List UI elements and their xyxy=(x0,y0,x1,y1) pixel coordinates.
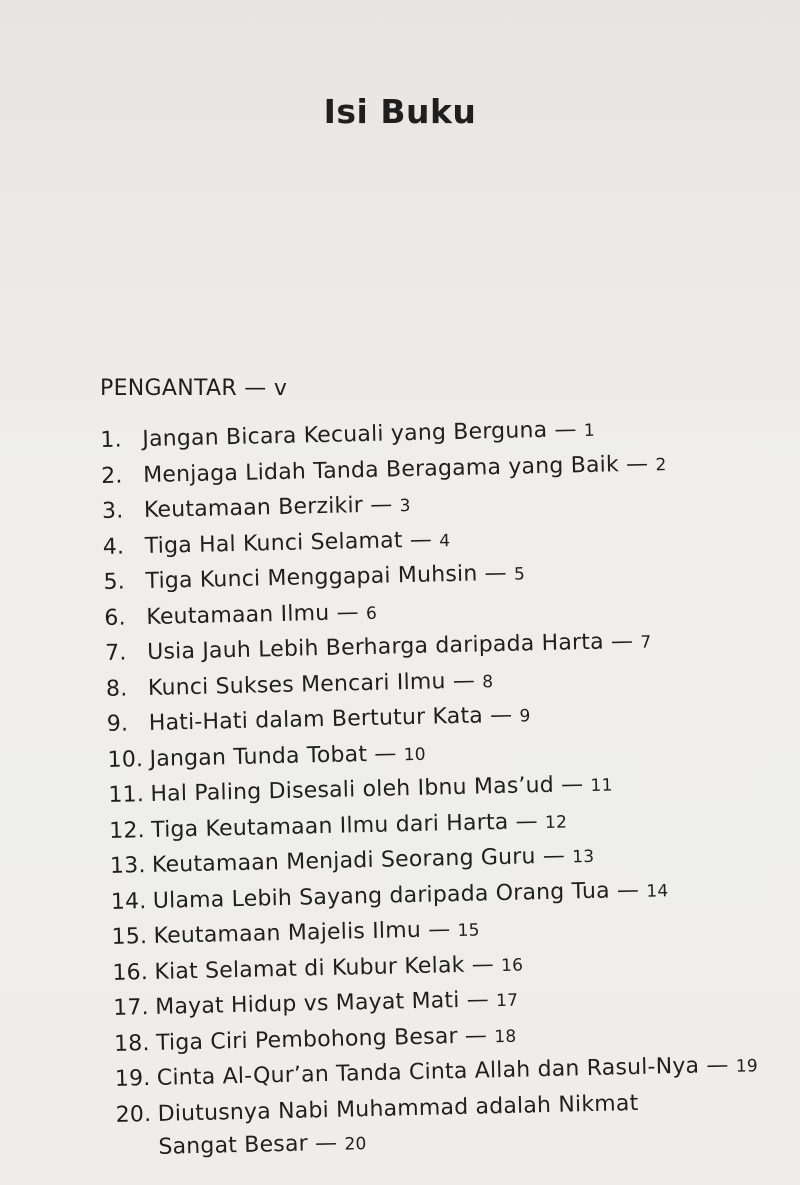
entry-title: Tiga Kunci Menggapai Muhsin xyxy=(145,561,478,595)
entry-text: Tiga Ciri Pembohong Besar — 18 xyxy=(155,1022,517,1056)
entry-title: Keutamaan Menjadi Seorang Guru xyxy=(151,844,536,878)
entry-page: 18 xyxy=(494,1026,517,1047)
entry-text: Keutamaan Berzikir — 3 xyxy=(143,492,411,524)
entry-page: 3 xyxy=(399,495,411,517)
entry-number: 13. xyxy=(109,853,146,879)
entry-number: 8. xyxy=(105,675,128,702)
entry-page: 11 xyxy=(590,775,613,796)
entry-page: 15 xyxy=(457,920,480,942)
entry-title: Hati-Hati dalam Bertutur Kata xyxy=(148,703,484,736)
entry-page: 4 xyxy=(439,530,451,551)
entry-number: 5. xyxy=(103,569,126,595)
preface-entry: PENGANTAR — v xyxy=(100,376,288,401)
entry-number: 7. xyxy=(104,640,127,666)
entry-text: Mayat Hidup vs Mayat Mati — 17 xyxy=(154,987,519,1020)
entry-text: Jangan Tunda Tobat — 10 xyxy=(149,740,427,772)
preface-page: v xyxy=(273,376,288,401)
entry-number: 3. xyxy=(101,498,124,524)
entry-text: Keutamaan Menjadi Seorang Guru — 13 xyxy=(151,843,595,878)
entry-title: Tiga Hal Kunci Selamat xyxy=(144,527,403,559)
entry-number: 2. xyxy=(100,463,123,489)
entry-number: 18. xyxy=(113,1030,150,1057)
entry-title: Keutamaan Ilmu xyxy=(146,600,330,630)
entry-text: Diutusnya Nabi Muhammad adalah Nikmat Sangat Besar — 20 xyxy=(157,1090,639,1160)
entry-number: 4. xyxy=(102,533,125,560)
entry-text: Cinta Al-Qur’an Tanda Cinta Allah dan Rasul-Nya — 19 xyxy=(156,1052,759,1091)
entry-text: Keutamaan Ilmu — 6 xyxy=(146,599,378,630)
entry-title: Jangan Tunda Tobat xyxy=(149,741,368,772)
entry-page: 19 xyxy=(735,1056,759,1077)
entry-page: 8 xyxy=(482,671,494,692)
entry-page: 13 xyxy=(572,846,595,868)
entry-number: 1. xyxy=(100,427,123,453)
table-of-contents xyxy=(100,408,800,1167)
entry-number: 14. xyxy=(110,888,147,915)
entry-text: Hati-Hati dalam Bertutur Kata — 9 xyxy=(148,702,531,736)
entry-title: Menjaga Lidah Tanda Beragama yang Baik xyxy=(142,451,620,488)
entry-text: Kiat Selamat di Kubur Kelak — 16 xyxy=(154,951,524,985)
entry-text: Ulama Lebih Sayang daripada Orang Tua — 14 xyxy=(152,877,669,914)
entry-title: Cinta Al-Qur’an Tanda Cinta Allah dan Rasul-Nya xyxy=(156,1053,700,1091)
entry-number: 11. xyxy=(108,782,145,808)
entry-title: Hal Paling Disesali oleh Ibnu Mas’ud xyxy=(150,772,555,807)
entry-page: 20 xyxy=(344,1134,367,1155)
entry-page: 17 xyxy=(495,990,519,1012)
entry-page: 5 xyxy=(513,564,526,585)
entry-text: Keutamaan Majelis Ilmu — 15 xyxy=(153,917,480,949)
entry-number: 10. xyxy=(107,746,144,773)
entry-text: Kunci Sukses Mencari Ilmu — 8 xyxy=(147,667,494,701)
entry-text: Tiga Hal Kunci Selamat — 4 xyxy=(144,526,451,559)
entry-text: Tiga Keutamaan Ilmu dari Harta — 12 xyxy=(150,808,568,843)
entry-page: 16 xyxy=(500,955,524,976)
entry-title: Ulama Lebih Sayang daripada Orang Tua xyxy=(152,878,611,914)
entry-text: Usia Jauh Lebih Berharga daripada Harta — 7 xyxy=(146,628,652,665)
entry-page: 1 xyxy=(583,420,596,442)
entry-text: Tiga Kunci Menggapai Muhsin — 5 xyxy=(145,560,526,595)
entry-number: 17. xyxy=(112,995,150,1021)
entry-page: 12 xyxy=(544,812,568,833)
entry-title: Keutamaan Berzikir xyxy=(143,493,364,524)
entry-page: 2 xyxy=(655,454,667,475)
entry-text: Jangan Bicara Kecuali yang Berguna — 1 xyxy=(142,417,596,453)
entry-title: Mayat Hidup vs Mayat Mati xyxy=(154,987,460,1020)
toc-entry xyxy=(115,1083,800,1168)
entry-title: Diutusnya Nabi Muhammad adalah Nikmat Sangat Besar xyxy=(157,1090,639,1160)
entry-number: 16. xyxy=(112,959,149,986)
entry-page: 10 xyxy=(403,744,427,765)
entry-page: 9 xyxy=(519,706,531,727)
entry-number: 12. xyxy=(108,817,146,844)
entry-title: Kiat Selamat di Kubur Kelak xyxy=(154,952,465,985)
entry-number: 6. xyxy=(104,604,127,631)
page-title: Isi Buku xyxy=(323,92,477,131)
entry-page: 6 xyxy=(365,603,378,624)
entry-title: Keutamaan Majelis Ilmu xyxy=(153,917,422,949)
entry-page: 14 xyxy=(646,880,669,902)
entry-number: 9. xyxy=(106,711,129,737)
entry-text: Hal Paling Disesali oleh Ibnu Mas’ud — 11 xyxy=(150,771,613,807)
entry-text: Menjaga Lidah Tanda Beragama yang Baik — 2 xyxy=(142,450,667,488)
entry-title: Usia Jauh Lebih Berharga daripada Harta xyxy=(146,629,605,665)
entry-title: Tiga Ciri Pembohong Besar xyxy=(155,1023,458,1056)
entry-title: Kunci Sukses Mencari Ilmu xyxy=(147,668,446,701)
entry-number: 15. xyxy=(111,924,148,950)
entry-title: Jangan Bicara Kecuali yang Berguna xyxy=(142,417,548,453)
entry-page: 7 xyxy=(640,632,652,653)
entry-number: 19. xyxy=(114,1066,151,1092)
entry-number: 20. xyxy=(115,1101,152,1128)
entry-title: Tiga Keutamaan Ilmu dari Harta xyxy=(150,809,509,843)
preface-label: PENGANTAR xyxy=(100,376,237,401)
